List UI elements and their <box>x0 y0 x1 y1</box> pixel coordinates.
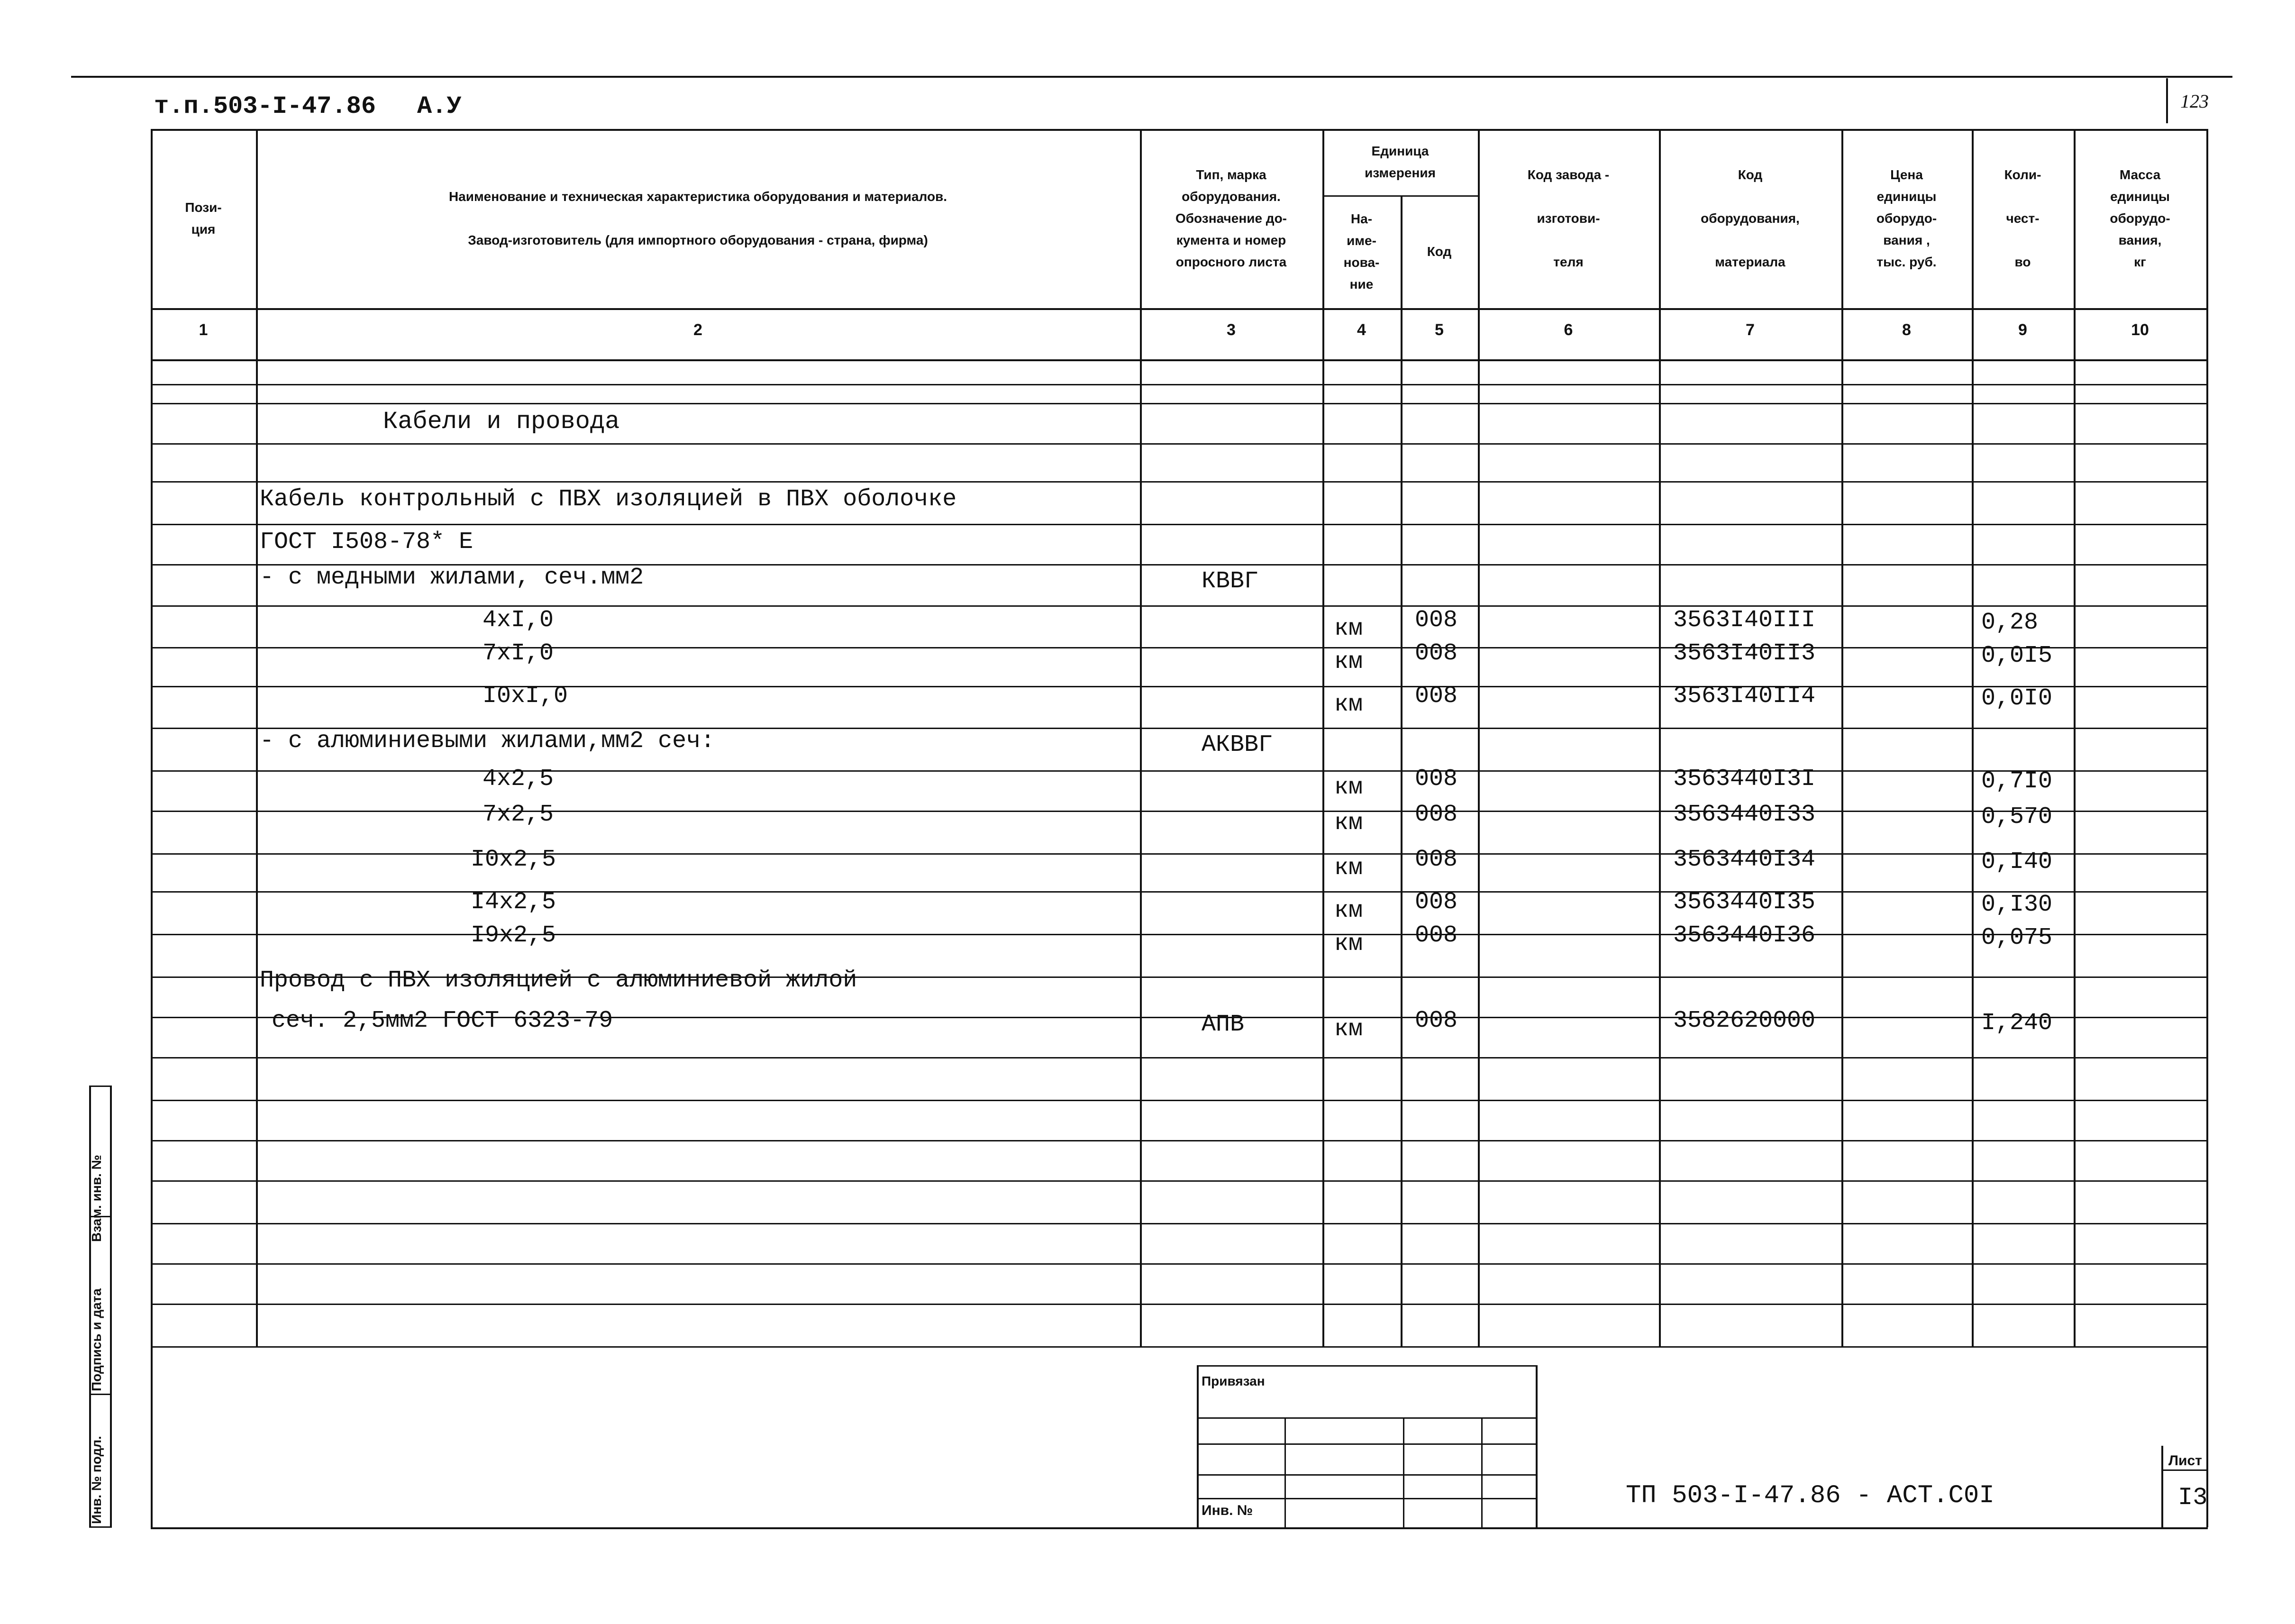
row-border <box>151 524 2206 525</box>
column-border <box>1972 129 1974 1346</box>
column-number: 2 <box>693 321 702 339</box>
row-border <box>151 1057 2206 1058</box>
column-border <box>1401 195 1402 1346</box>
row-name: Провод с ПВХ изоляцией с алюминиевой жилой <box>260 967 857 994</box>
stamp-col1 <box>1284 1417 1286 1527</box>
column-header-5: На- име- нова- ние <box>1343 211 1380 292</box>
frame-bottom <box>151 1527 2208 1529</box>
row-border <box>151 770 2206 772</box>
row-border <box>151 481 2206 483</box>
row-unit-code: 008 <box>1415 801 1458 828</box>
frame-left <box>151 1346 153 1527</box>
row-material-code: 3582620000 <box>1673 1007 1816 1034</box>
sheet-box-mid <box>2161 1469 2206 1471</box>
row-unit-code: 008 <box>1415 607 1458 634</box>
doc-ref: т.п.503-I-47.86 <box>154 92 376 120</box>
stamp-row4 <box>1197 1498 1536 1499</box>
row-border <box>151 853 2206 855</box>
row-name: I0x2,5 <box>471 846 556 873</box>
row-name: - с алюминиевыми жилами,мм2 сеч: <box>260 728 715 755</box>
row-border <box>151 1304 2206 1305</box>
stamp-row1 <box>1197 1417 1536 1419</box>
row-name: 7xI,0 <box>483 640 554 667</box>
row-name: I4x2,5 <box>471 889 556 916</box>
row-name: Кабели и провода <box>383 408 620 436</box>
column-number: 1 <box>199 321 208 339</box>
row-border <box>151 1263 2206 1265</box>
column-border <box>2206 129 2208 1346</box>
row-unit: км <box>1334 855 1363 882</box>
row-quantity: 0,0I5 <box>1981 642 2053 669</box>
column-header-2: Наименование и техническая характеристика оборудования и материалов. Завод-изготовитель (для импортного оборудования - страна, фирма) <box>448 189 947 247</box>
row-border <box>151 384 2206 385</box>
row-name: I9x2,5 <box>471 922 556 949</box>
row-border <box>151 686 2206 687</box>
column-header-7: Код завода - изготови- теля <box>1527 167 1610 269</box>
column-header-6: Код <box>1427 244 1452 259</box>
column-number: 6 <box>1564 321 1573 339</box>
row-unit: км <box>1334 810 1363 837</box>
stamp-sheet-number: I3 <box>2178 1484 2208 1512</box>
column-number: 7 <box>1746 321 1755 339</box>
row-name: 4x2,5 <box>483 766 554 793</box>
column-header-8: Код оборудования, материала <box>1701 167 1800 269</box>
row-unit-code: 008 <box>1415 683 1458 710</box>
stamp-col2 <box>1403 1417 1404 1527</box>
row-quantity: 0,I40 <box>1981 848 2053 876</box>
column-header-1: Пози- ция <box>185 200 222 237</box>
row-unit-code: 008 <box>1415 1007 1458 1034</box>
column-border <box>151 129 153 1346</box>
row-unit: км <box>1334 691 1363 718</box>
row-quantity: 0,0I0 <box>1981 685 2053 712</box>
row-border <box>151 1100 2206 1101</box>
doc-part: А.У <box>417 92 462 120</box>
row-unit: км <box>1334 648 1363 675</box>
row-material-code: 3563440I3I <box>1673 766 1816 793</box>
stamp-inv-label: Инв. № <box>1202 1503 1253 1518</box>
row-name: I0xI,0 <box>483 683 568 710</box>
column-header-10: Коли- чест- во <box>2004 167 2041 269</box>
row-unit: км <box>1334 931 1363 958</box>
row-type: АКВВГ <box>1202 731 1273 758</box>
stamp-row2 <box>1197 1443 1536 1445</box>
row-border <box>151 1140 2206 1141</box>
column-header-9: Цена единицы оборудо- вания , тыс. руб. <box>1876 167 1937 269</box>
stamp-top <box>1197 1365 1536 1367</box>
row-name: 7x2,5 <box>483 801 554 828</box>
row-name: сеч. 2,5мм2 ГОСТ 6323-79 <box>272 1007 613 1034</box>
row-unit-code: 008 <box>1415 640 1458 667</box>
row-material-code: 3563440I35 <box>1673 889 1816 916</box>
row-unit-code: 008 <box>1415 889 1458 916</box>
row-quantity: 0,I30 <box>1981 891 2053 918</box>
stamp-row3 <box>1197 1474 1536 1476</box>
stamp-attached-label: Привязан <box>1202 1374 1265 1388</box>
margin-top <box>89 1086 112 1087</box>
stamp-right <box>1536 1365 1538 1527</box>
row-quantity: I,240 <box>1981 1010 2053 1037</box>
stamp-col3 <box>1481 1417 1483 1527</box>
row-unit: км <box>1334 1016 1363 1043</box>
row-material-code: 3563I40II3 <box>1673 640 1816 667</box>
row-material-code: 3563I40II4 <box>1673 683 1816 710</box>
margin-replace-inv: Взам. инв. № <box>89 1155 104 1242</box>
row-border <box>151 403 2206 404</box>
row-material-code: 3563440I34 <box>1673 846 1816 873</box>
column-number: 3 <box>1227 321 1236 339</box>
row-unit: км <box>1334 615 1363 642</box>
row-unit-code: 008 <box>1415 846 1458 873</box>
row-unit: км <box>1334 774 1363 801</box>
row-unit-code: 008 <box>1415 766 1458 793</box>
header-bottom-border <box>151 308 2206 310</box>
row-name: ГОСТ I508-78* Е <box>260 529 474 556</box>
row-unit: км <box>1334 897 1363 924</box>
column-header-11: Масса единицы оборудо- вания, кг <box>2110 167 2170 269</box>
column-border <box>1659 129 1661 1346</box>
column-header-4: Единица измерения <box>1365 144 1436 180</box>
row-name: - с медными жилами, сеч.мм2 <box>260 564 644 591</box>
row-border <box>151 1180 2206 1182</box>
column-header-3: Тип, марка оборудования. Обозначение до- кумента и номер опросного листа <box>1175 167 1287 269</box>
row-material-code: 3563440I33 <box>1673 801 1816 828</box>
margin-div2 <box>89 1394 112 1395</box>
colnum-bottom-border <box>151 359 2206 361</box>
row-quantity: 0,075 <box>1981 924 2053 951</box>
column-border <box>1841 129 1843 1346</box>
row-material-code: 3563I40III <box>1673 607 1816 634</box>
margin-inner <box>110 1086 112 1526</box>
stamp-designation: ТП 503-I-47.86 - АСТ.С0I <box>1626 1481 1994 1510</box>
row-type: КВВГ <box>1202 568 1259 595</box>
column-border <box>1140 129 1142 1346</box>
row-material-code: 3563440I36 <box>1673 922 1816 949</box>
row-border <box>151 443 2206 445</box>
column-number: 8 <box>1902 321 1911 339</box>
margin-sign-date: Подпись и дата <box>89 1288 104 1391</box>
row-type: АПВ <box>1202 1011 1245 1038</box>
row-border <box>151 605 2206 607</box>
row-quantity: 0,28 <box>1981 609 2039 636</box>
row-name: Кабель контрольный с ПВХ изоляцией в ПВХ оболочке <box>260 486 957 513</box>
column-number: 10 <box>2131 321 2149 339</box>
row-name: 4xI,0 <box>483 607 554 634</box>
row-unit-code: 008 <box>1415 922 1458 949</box>
column-number: 5 <box>1435 321 1444 339</box>
stamp-left <box>1197 1365 1199 1527</box>
row-quantity: 0,7I0 <box>1981 768 2053 795</box>
column-border <box>1478 129 1480 1346</box>
stamp-sheet-label: Лист <box>2168 1453 2202 1469</box>
row-border <box>151 1346 2206 1348</box>
margin-bottom <box>89 1526 112 1528</box>
sheet-box-left <box>2161 1446 2163 1527</box>
page-corner-number: 123 <box>2180 91 2209 112</box>
row-border <box>151 1223 2206 1224</box>
column-border <box>2074 129 2076 1346</box>
row-quantity: 0,570 <box>1981 803 2053 830</box>
margin-inv-orig: Инв. № подл. <box>89 1436 104 1524</box>
row-border <box>151 647 2206 648</box>
column-number: 9 <box>2018 321 2027 339</box>
column-border <box>256 129 258 1346</box>
column-number: 4 <box>1357 321 1366 339</box>
row-border <box>151 934 2206 935</box>
row-border <box>151 891 2206 893</box>
column-border <box>1322 129 1324 1346</box>
row-border <box>151 811 2206 812</box>
